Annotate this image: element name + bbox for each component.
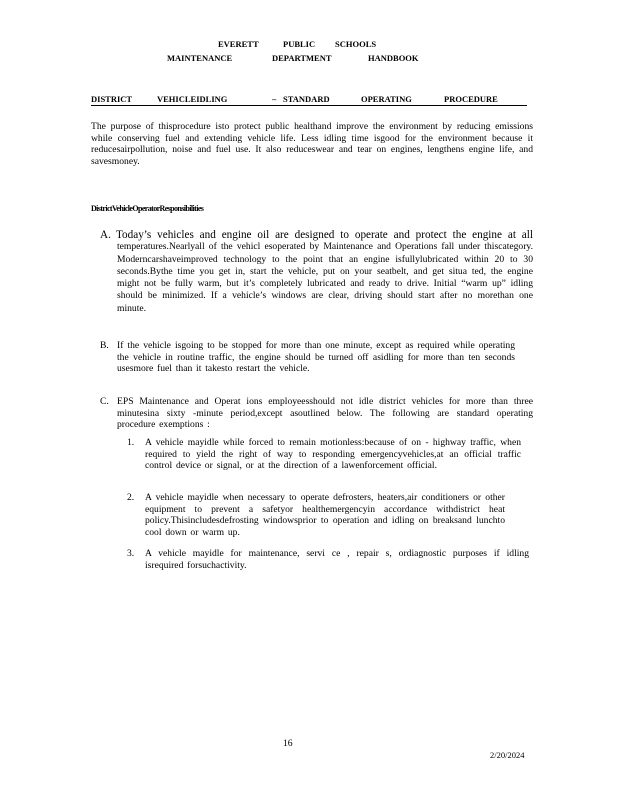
header-word-schools: SCHOOLS: [335, 39, 377, 49]
title-word: OPERATING: [361, 94, 412, 104]
list-marker: A.: [100, 229, 111, 241]
title-word: PROCEDURE: [444, 94, 498, 104]
header-word-public: PUBLIC: [283, 39, 316, 49]
page-number: 16: [283, 738, 293, 749]
sub-list-item-text: A vehicle mayidle when necessary to operate defrosters, heaters,air conditioners or other equipment to prevent a safetyor healthemergencyin accordance withdistrict heat policy.Thisincludesdefrosting windowsprior to operation and idling on breaksand lunchto cool down or warm up.: [145, 492, 505, 539]
list-item-text: EPS Maintenance and Operat ions employeesshould not idle district vehicles for more than three minutesina sixty -minute period,except asoutlined below. The following are standard operating procedure exemptions :: [117, 396, 533, 431]
sub-list-marker: 1.: [127, 437, 135, 448]
list-item-text: If the vehicle isgoing to be stopped for more than one minute, except as required while operating the vehicle in routine traffic, the engine should be turned off asidling for more than ten seconds usesmore fuel than it takesto restart the vehicle.: [117, 340, 515, 375]
list-item-text: Today’s vehicles and engine oil are designed to operate and protect the engine at all temperatures.Nearlyall of the vehicl esoperated by Maintenance and Operations fall under thiscategory. Moderncarshaveimproved technology to the point that an engine isfullylubricated within 20 to 30 seconds.Bythe time you get in, start the vehicle, put on your seatbelt, and get situa ted, the engine might not be fully warm, but it’s completely lubricated and ready to drive. Initial “warm up” idling should be minimized. If a vehicle’s windows are clear, driving should start after no morethan one minute.: [116, 229, 533, 314]
header-word-everett: EVERETT: [218, 39, 259, 49]
intro-paragraph: The purpose of thisprocedure isto protect public healthand improve the environment by reducing emissions while conserving fuel and extending vehicle life. Less idling time isgood for the environment because it reducesairpollution, noise and fuel use. It also reduceswear and tear on engines, lengthens engine life, and savesmoney.: [91, 121, 533, 168]
sub-list-marker: 3.: [127, 548, 135, 559]
title-word: –: [272, 94, 277, 104]
header-word-department: DEPARTMENT: [272, 53, 332, 63]
sub-list-item-text: A vehicle mayidle while forced to remain motionless:because of on - highway traffic, when required to yield the right of way to responding emergencyvehicles,at an official traffic control device or signal, or at the direction of a lawenforcement official.: [145, 437, 521, 472]
title-word: STANDARD: [283, 94, 330, 104]
sub-list-item-text: A vehicle mayidle for maintenance, servi ce , repair s, ordiagnostic purposes if idling isrequired forsuchactivity.: [145, 548, 529, 571]
header-word-handbook: HANDBOOK: [368, 53, 419, 63]
list-marker: B.: [100, 340, 109, 351]
sub-list-marker: 2.: [127, 492, 135, 503]
title-word: VEHICLEIDLING: [157, 94, 228, 104]
title-word: DISTRICT: [91, 94, 133, 104]
procedure-title: [91, 93, 527, 106]
footer-date: 2/20/2024: [490, 750, 525, 760]
header-word-maintenance: MAINTENANCE: [167, 53, 233, 63]
section-heading: DistrictVehicleOperatorResponsibilities: [91, 204, 204, 213]
list-marker: C.: [100, 396, 109, 407]
